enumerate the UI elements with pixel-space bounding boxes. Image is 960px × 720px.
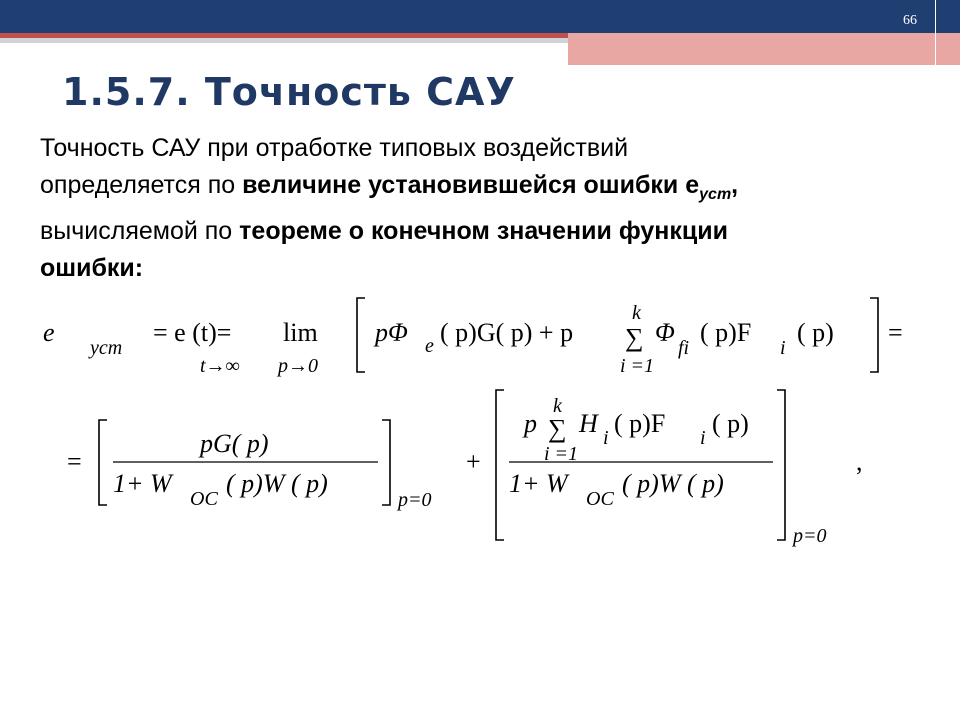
formula-e: e [43, 318, 55, 347]
formula-pclose: ( p) [797, 318, 834, 347]
formula-den2a: 1+ W [509, 469, 568, 498]
body-text: вычисляемой по [40, 217, 240, 245]
formula-den-oc: OC [190, 488, 218, 510]
formula-comma: , [856, 447, 863, 476]
formula-sub-yct: уст [90, 337, 123, 359]
formula-pH: p [524, 409, 537, 438]
formula-hp: ( p)F [614, 409, 666, 438]
bold-term: величине установившейся ошибки е [242, 171, 700, 199]
formula-eq-et: = e (t)= [153, 318, 232, 347]
formula-k: k [632, 302, 641, 324]
formula-lim: lim [283, 318, 318, 347]
formula-sub-fi: fi [678, 337, 690, 359]
formula-pF: ( p)F [700, 318, 752, 347]
comma: , [731, 171, 739, 199]
bracket-left-3 [496, 390, 504, 540]
formula-sum: ∑ [625, 323, 644, 352]
formula-den1b: ( p)W ( p) [226, 469, 328, 498]
page-number: 66 [903, 13, 917, 28]
formula-plus: + [466, 447, 481, 476]
bracket-left-2 [99, 420, 107, 505]
formula-pPhi: pΦ [375, 318, 408, 347]
formula-H: H [579, 409, 598, 438]
formula-pe0-1: p=0 [398, 489, 432, 511]
bracket-right-2 [382, 420, 390, 505]
formula-eq2: = [67, 447, 82, 476]
formula-p0: p→0 [278, 355, 318, 377]
formula-sub-i-h: i [603, 427, 609, 449]
formula-pGp: ( p)G( p) + p [440, 318, 574, 347]
formula-sum2: ∑ [548, 414, 567, 443]
formula-i1-2: i =1 [544, 443, 579, 465]
formula-i1: i =1 [620, 355, 655, 377]
bracket-left-1 [357, 298, 365, 372]
formula-num1: pG( p) [200, 429, 269, 458]
formula-den1a: 1+ W [113, 469, 172, 498]
formula-eq-end: = [888, 318, 903, 347]
formula-den2-oc: OC [586, 488, 614, 510]
formula-pe0-2: p=0 [793, 525, 827, 547]
formula-t-inf: t→∞ [200, 355, 240, 377]
formula-fp: ( p) [712, 409, 749, 438]
formula-den2b: ( p)W ( p) [622, 469, 724, 498]
bold-term: теореме о конечном значении функции [239, 217, 729, 245]
formula-sub-e: e [425, 335, 434, 357]
slide-title: 1.5.7. Точность САУ [62, 70, 516, 114]
subscript: уст [699, 186, 732, 203]
bracket-right-1 [870, 298, 878, 372]
formula-k2: k [553, 395, 562, 417]
body-line-1: Точность САУ при отработке типовых воздействий [40, 134, 629, 162]
body-text: определяется по [40, 171, 243, 199]
bracket-right-3 [777, 390, 785, 540]
formula-Phi: Φ [655, 318, 675, 347]
bold-term: ошибки: [40, 254, 144, 282]
formula-sub-i-f: i [700, 427, 706, 449]
formula-sub-i: i [780, 337, 786, 359]
